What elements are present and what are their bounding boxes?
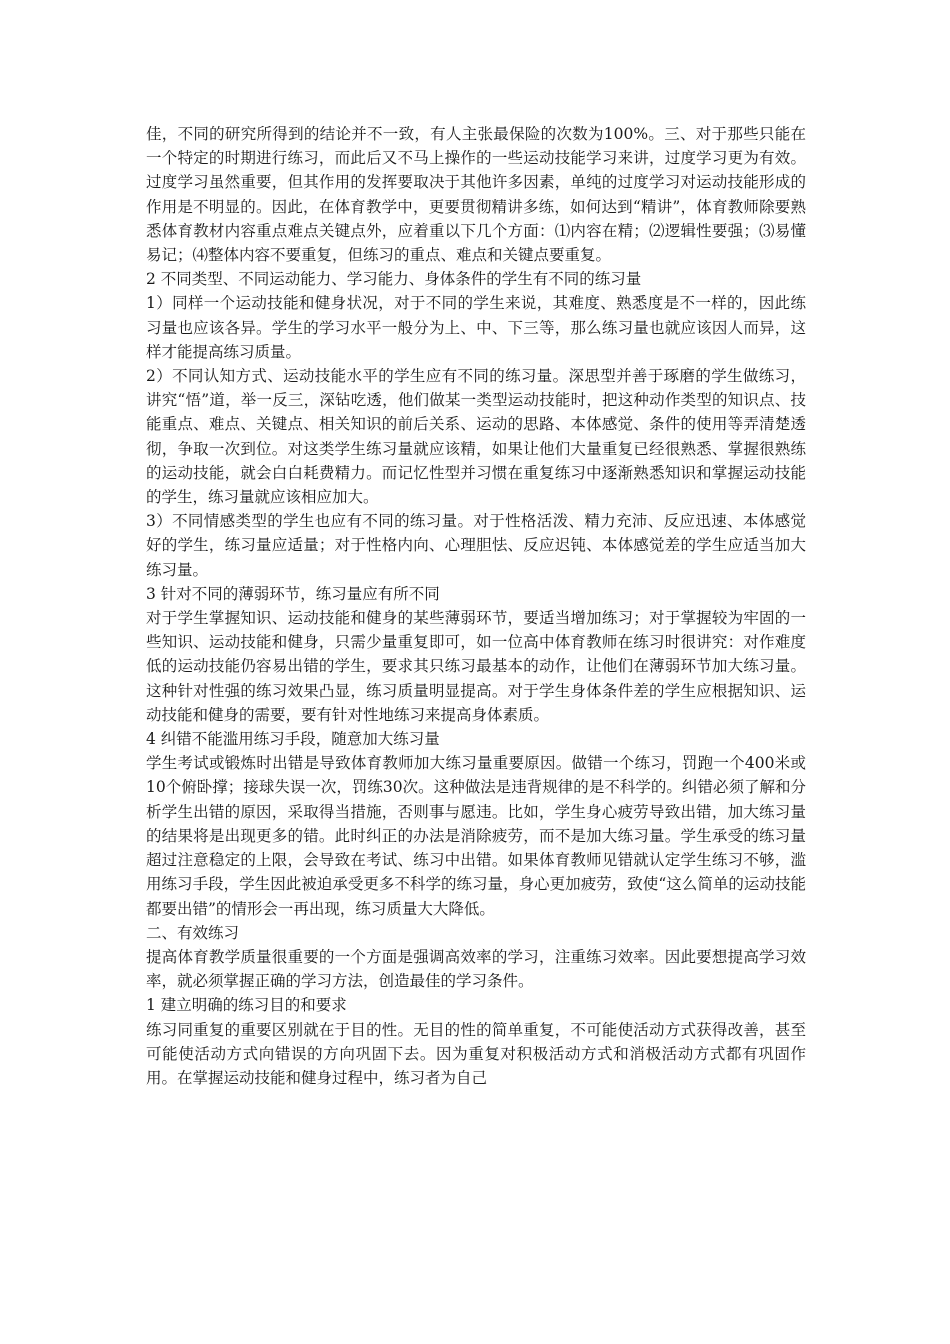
paragraph-weak-links: 对于学生掌握知识、运动技能和健身的某些薄弱环节，要适当增加练习；对于掌握较为牢固的一些知识、运动技能和健身，只需少量重复即可，如一位高中体育教师在练习时很讲究：对作难度低的运动技能仍容易出错的学生，要求其只练习最基本的动作，让他们在薄弱环节加大练习量。这种针对性强的练习效果凸显，练习质量明显提高。对于学生身体条件差的学生应根据知识、运动技能和健身的需要，要有针对性地练习来提高身体素质。	[146, 609, 806, 724]
heading-section-3: 3 针对不同的薄弱环节，练习量应有所不同	[146, 584, 440, 603]
paragraph-item-1: 1）同样一个运动技能和健身状况，对于不同的学生来说，其难度、熟悉度是不一样的，因此练习量也应该各异。学生的学习水平一般分为上、中、下三等，那么练习量也就应该因人而异，这样才能提高练习质量。	[146, 294, 806, 361]
heading-effective-practice: 二、有效练习	[146, 923, 240, 942]
heading-subsection-1: 1 建立明确的练习目的和要求	[146, 996, 347, 1015]
paragraph-item-2: 2）不同认知方式、运动技能水平的学生应有不同的练习量。深思型并善于琢磨的学生做练习，讲究“悟”道，举一反三，深钻吃透，他们做某一类型运动技能时，把这种动作类型的知识点、技能重点、难点、关键点、相关知识的前后关系、运动的思路、本体感觉、条件的使用等弄清楚透彻，争取一次到位。对这类学生练习量就应该精，如果让他们大量重复已经很熟悉、掌握很熟练的运动技能，就会白白耗费精力。而记忆性型并习惯在重复练习中逐渐熟悉知识和掌握运动技能的学生，练习量就应该相应加大。	[146, 367, 806, 507]
paragraph-item-3: 3）不同情感类型的学生也应有不同的练习量。对于性格活泼、精力充沛、反应迅速、本体感觉好的学生，练习量应适量；对于性格内向、心理胆怯、反应迟钝、本体感觉差的学生应适当加大练习量。	[146, 512, 806, 579]
document-body	[146, 122, 806, 1090]
paragraph-efficiency: 提高体育教学质量很重要的一个方面是强调高效率的学习，注重练习效率。因此要想提高学习效率，就必须掌握正确的学习方法，创造最佳的学习条件。	[146, 947, 806, 991]
paragraph-error-correction: 学生考试或锻炼时出错是导致体育教师加大练习量重要原因。做错一个练习，罚跑一个400米或10个俯卧撑；接球失误一次，罚练30次。这种做法是违背规律的是不科学的。纠错必须了解和分析学生出错的原因，采取得当措施，否则事与愿违。比如，学生身心疲劳导致出错，加大练习量的结果将是出现更多的错。此时纠正的办法是消除疲劳，而不是加大练习量。学生承受的练习量超过注意稳定的上限，会导致在考试、练习中出错。如果体育教师见错就认定学生练习不够，滥用练习手段，学生因此被迫承受更多不科学的练习量，身心更加疲劳，致使“这么简单的运动技能都要出错”的情形会一再出现，练习质量大大降低。	[146, 754, 806, 918]
paragraph-purpose: 练习同重复的重要区别就在于目的性。无目的性的简单重复，不可能使活动方式获得改善，甚至可能使活动方式向错误的方向巩固下去。因为重复对积极活动方式和消极活动方式都有巩固作用。在掌握运动技能和健身过程中，练习者为自己	[146, 1020, 806, 1087]
heading-section-2: 2 不同类型、不同运动能力、学习能力、身体条件的学生有不同的练习量	[146, 270, 642, 289]
heading-section-4: 4 纠错不能滥用练习手段，随意加大练习量	[146, 730, 440, 749]
paragraph-overlearning: 佳，不同的研究所得到的结论并不一致，有人主张最保险的次数为100%。三、对于那些只能在一个特定的时期进行练习，而此后又不马上操作的一些运动技能学习来讲，过度学习更为有效。过度学习虽然重要，但其作用的发挥要取决于其他许多因素，单纯的过度学习对运动技能形成的作用是不明显的。因此，在体育教学中，更要贯彻精讲多练，如何达到“精讲”，体育教师除要熟悉体育教材内容重点难点关键点外，应着重以下几个方面：⑴内容在精；⑵逻辑性要强；⑶易懂易记；⑷整体内容不要重复，但练习的重点、难点和关键点要重复。	[146, 125, 806, 265]
